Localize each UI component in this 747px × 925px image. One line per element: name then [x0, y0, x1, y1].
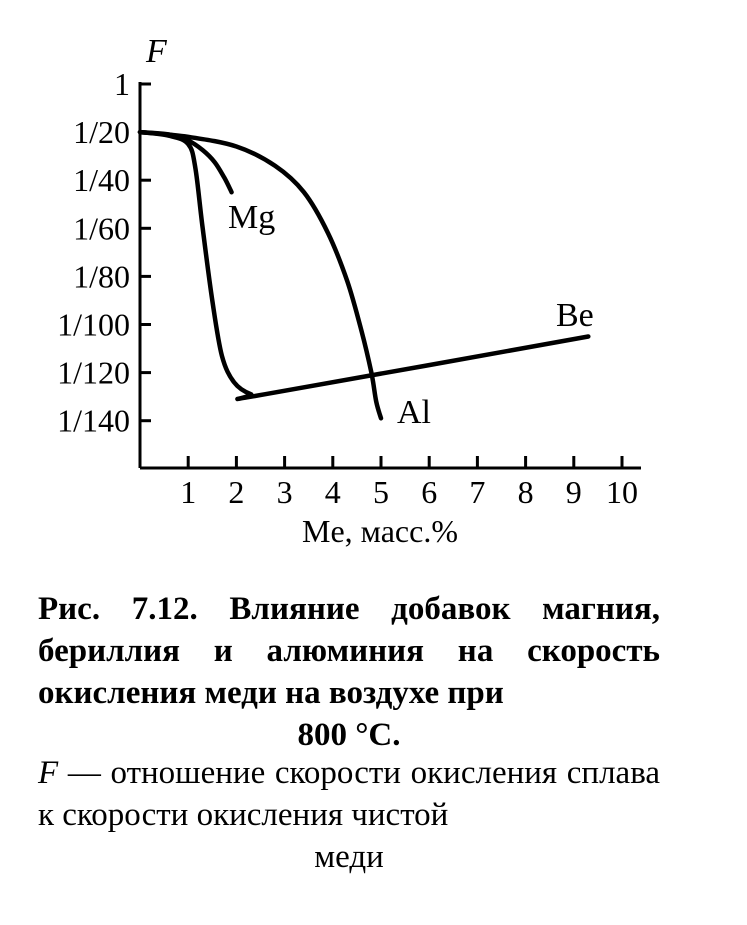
- y-tick-label: 1/140: [57, 402, 130, 439]
- y-tick-label: 1/100: [57, 306, 130, 343]
- chart-labels: [57, 33, 638, 549]
- figure-title-end: 800 °C.: [297, 717, 401, 753]
- x-tick-label: 8: [517, 474, 534, 510]
- figure-note: [38, 752, 660, 878]
- y-tick-label: 1/20: [73, 114, 130, 151]
- note-symbol: F: [38, 755, 59, 791]
- series-line-al: [140, 132, 381, 418]
- x-tick-label: 9: [565, 474, 582, 510]
- y-tick-label: 1/60: [73, 210, 130, 247]
- x-tick-label: 1: [180, 474, 197, 510]
- series-line-be: [140, 132, 588, 399]
- note-text: — отношение скорости окисления сплава к скорости окисления чистой: [38, 755, 660, 833]
- note-text-end: меди: [314, 839, 384, 875]
- x-tick-label: 4: [324, 474, 341, 510]
- figure-caption: [38, 588, 660, 756]
- y-axis-label: F: [146, 33, 167, 70]
- series-label-al: Al: [397, 394, 431, 431]
- series-label-mg: Mg: [228, 199, 276, 236]
- y-tick-label: 1/40: [73, 162, 130, 199]
- figure-number: Рис. 7.12.: [38, 591, 198, 627]
- y-tick-label: 1/120: [57, 354, 130, 391]
- y-tick-label: 1/80: [73, 258, 130, 295]
- series-label-be: Be: [556, 297, 594, 334]
- x-tick-label: 6: [421, 474, 438, 510]
- chart-series: [140, 132, 588, 418]
- figure-title: Влияние добавок магния, бериллия и алюминия на скорость окисления меди на воздухе при: [38, 591, 660, 711]
- x-tick-label: 5: [373, 474, 389, 510]
- y-tick-label: 1: [114, 66, 130, 102]
- x-tick-label: 7: [469, 474, 486, 510]
- x-tick-label: 10: [606, 474, 638, 510]
- x-tick-label: 3: [276, 474, 293, 510]
- x-axis-label: Me, масс.%: [302, 513, 458, 549]
- x-tick-label: 2: [228, 474, 245, 510]
